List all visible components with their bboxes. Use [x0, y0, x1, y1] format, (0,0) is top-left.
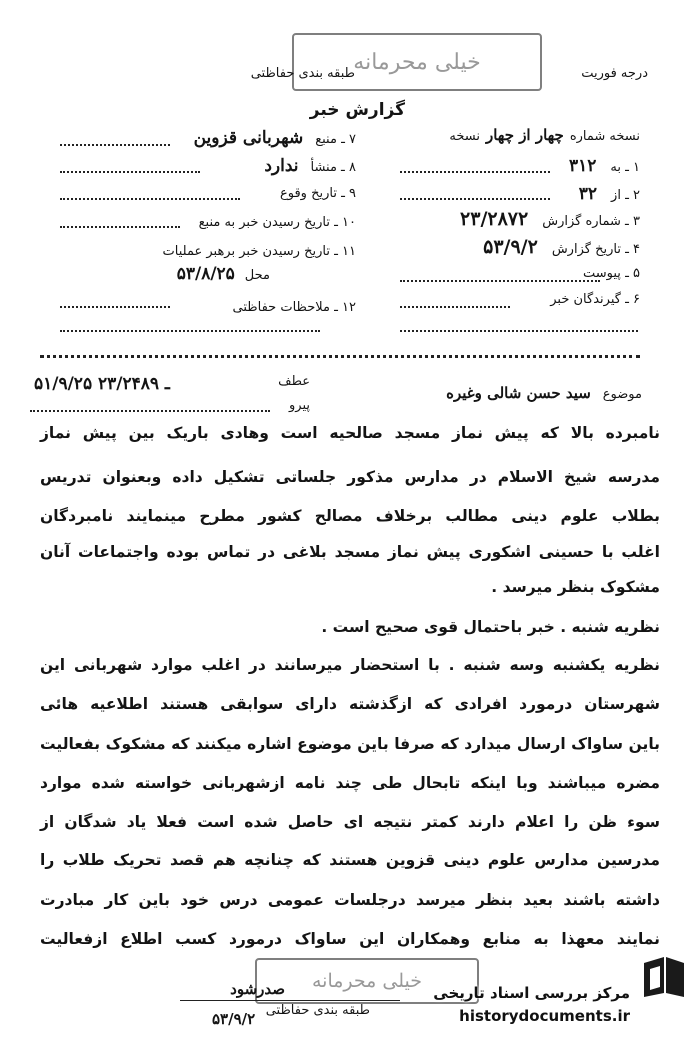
bottom-stamp-text: خیلی محرمانه	[311, 970, 422, 992]
body-line: بطلاب علوم دینی مطالب برخلاف مصالح کشور مطرح مینمایند نامبردگان	[40, 507, 660, 525]
form-left-label-10: ۱۰ ـ تاریخ رسیدن خبر به منبع	[198, 215, 356, 230]
footer-classification-label: طبقه بندی حفاظتی	[265, 1003, 370, 1018]
form-left-label-8: ۸ ـ منشأ	[310, 160, 356, 175]
dotted-line	[60, 198, 240, 200]
form-right-item-3	[370, 208, 640, 230]
subject-row	[342, 384, 642, 402]
reference-label: عطف	[278, 374, 310, 389]
form-left-location	[60, 264, 270, 284]
body-line: سوء ظن را اعلام دارند کمتر نتیجه ای حاصل شده است فعلا یاد شدگان از	[40, 813, 660, 831]
body-line: مدرسین مدارس علوم دینی قزوین هستند که چنانچه هم قصد تحریک طلاب را	[40, 851, 660, 869]
body-line: شهرستان درمورد افرادی که ازگذشته دارای سوابقی هستند اطلاعیه هائی	[40, 695, 660, 713]
reference-value: ۵۱/۹/۲۵ ـ ۲۳/۲۴۸۹	[34, 374, 170, 394]
subject-value: سید حسن شالی وغیره	[446, 384, 591, 402]
form-right-label-1: ۱ ـ به	[610, 160, 640, 175]
form-right-item-4	[370, 236, 640, 258]
body-line: نظریه یکشنبه وسه شنبه . با استحضار میرسانند در اغلب موارد شهربانی این	[40, 656, 660, 674]
subject-label: موضوع	[602, 387, 642, 402]
form-right-label-5: ۵ ـ پیوست	[583, 266, 640, 281]
form-left-label-7: ۷ ـ منبع	[315, 132, 356, 147]
section-separator	[40, 355, 640, 358]
body-line: نامبرده بالا که پیش نماز مسجد صالحیه است وهادی باریک بین پیش نماز	[40, 424, 660, 442]
signature-date: ۵۳/۹/۲	[212, 1010, 256, 1028]
dotted-line	[60, 144, 170, 146]
form-right-value-1: ۳۱۲	[568, 156, 597, 176]
dotted-line	[400, 280, 600, 282]
body-line: اغلب با حسینی اشکوری پیش نماز مسجد بلاغی در تماس بوده واجتماعات آنان	[40, 543, 660, 561]
form-right-value-2: ۳۲	[578, 184, 598, 204]
body-line: باین ساواک ارسال میدارد که صرفا باین موضوع اشاره میکنند که مشکوک بفعالیت	[40, 735, 660, 753]
watermark-url: historydocuments.ir	[459, 1007, 630, 1025]
copy-number-suffix: نسخه	[449, 129, 480, 144]
form-right-label-6: ۶ ـ گیرندگان خبر	[550, 292, 640, 307]
form-right-value-4: ۵۳/۹/۲	[483, 236, 538, 258]
form-right-item-2	[380, 184, 640, 204]
form-left-value-8: ندارد	[264, 156, 299, 176]
urgency-label: درجه فوریت	[581, 66, 648, 81]
body-line: داشته باشند بعید بنظر میرسد درجلسات عمومی درس خود باین کار مبادرت	[40, 891, 660, 909]
signature-underline	[180, 1000, 400, 1001]
watermark-title: مرکز بررسی اسناد تاریخی	[433, 984, 630, 1002]
subject-underline	[30, 410, 270, 412]
dotted-line	[400, 330, 638, 332]
reference-label-2: پیرو	[289, 398, 310, 413]
top-stamp-text: خیلی محرمانه	[353, 49, 481, 75]
dotted-line	[60, 171, 200, 173]
form-left-label-9: ۹ ـ تاریخ وقوع	[279, 186, 356, 201]
form-right-item-5	[380, 266, 640, 281]
form-left-label-12: ۱۲ ـ ملاحظات حفاظتی	[232, 300, 356, 315]
form-left-item-8	[60, 156, 356, 176]
dotted-line	[400, 306, 510, 308]
copy-number-label: نسخه شماره	[569, 129, 640, 144]
dotted-line	[60, 330, 320, 332]
form-right-value-3: ۲۳/۲۸۷۲	[460, 208, 529, 230]
form-right-label-4: ۴ ـ تاریخ گزارش	[551, 242, 640, 257]
form-left-location-value: ۵۳/۸/۲۵	[176, 264, 235, 284]
page-title: گزارش خبر	[309, 100, 405, 120]
form-left-item-11	[60, 240, 356, 259]
dotted-line	[400, 171, 550, 173]
copy-number-row	[380, 126, 640, 144]
dotted-line	[60, 306, 170, 308]
form-left-label-11: ۱۱ ـ تاریخ رسیدن خبر برهبر عملیات	[162, 244, 356, 259]
body-line: مضره میباشند وبا اینکه تابحال طی چند نامه ازشهربانی خواسته شده موارد	[40, 774, 660, 792]
body-line: مدرسه شیخ الاسلام در مدارس مذکور جلساتی تشکیل داده وبعنوان تدریس	[40, 468, 660, 486]
form-left-location-label: محل	[244, 268, 270, 283]
copy-number-value: چهار از چهار	[485, 126, 564, 144]
dotted-line	[400, 198, 550, 200]
archive-logo-icon	[640, 953, 688, 1001]
form-right-label-3: ۳ ـ شماره گزارش	[542, 214, 640, 229]
classification-label: طبقه بندی حفاظتی	[250, 66, 355, 81]
dotted-line	[60, 226, 180, 228]
signature: صدرشود	[230, 980, 285, 998]
top-classification-stamp	[292, 33, 542, 91]
form-right-label-2: ۲ ـ از	[611, 188, 640, 203]
form-right-item-6	[380, 292, 640, 307]
body-line: مشکوک بنظر میرسد .	[491, 578, 660, 596]
form-right-item-1	[380, 156, 640, 176]
form-left-value-7: شهربانی قزوین	[193, 128, 304, 148]
body-line: نظریه شنبه . خبر باحتمال قوی صحیح است .	[321, 618, 660, 636]
body-line: نمایند معهذا به منابع وهمکاران این ساواک درمورد کسب اطلاع ازفعالیت	[40, 930, 660, 948]
